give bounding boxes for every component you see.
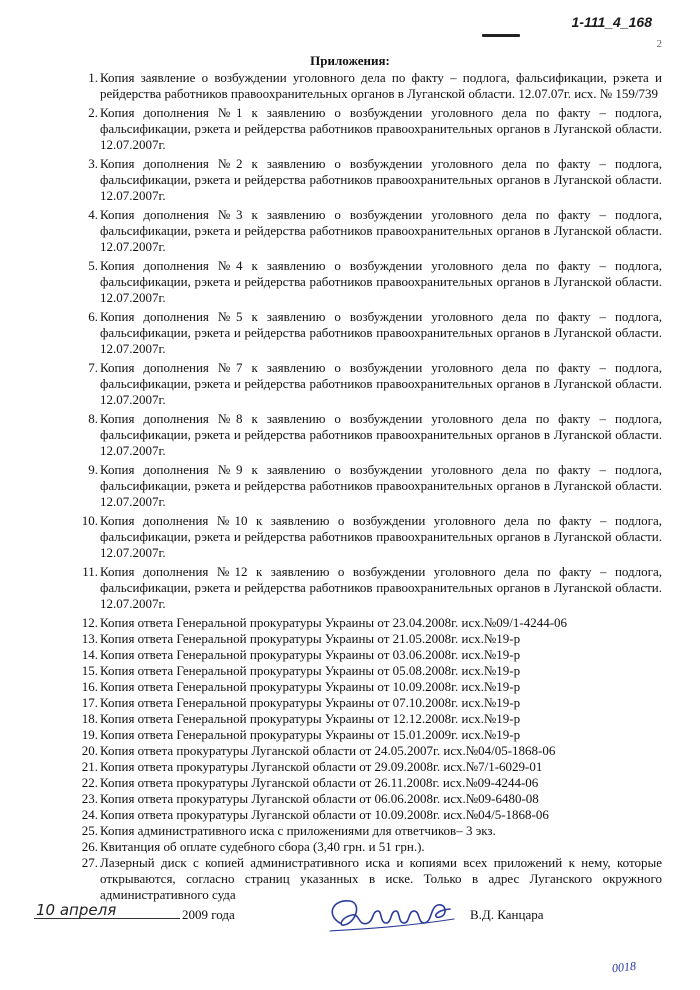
- list-item-text: Копия ответа Генеральной прокуратуры Украины от 21.05.2008г. исх.№19-р: [100, 631, 521, 646]
- list-item-number: 4.: [88, 207, 98, 222]
- signer-name: В.Д. Канцара: [470, 907, 544, 922]
- list-item-text: Копия ответа прокуратуры Луганской области от 06.06.2008г. исх.№09-6480-08: [100, 791, 539, 806]
- list-item-text: Копия дополнения №12 к заявлению о возбуждении уголовного дела по факту – подлога, фальсификации, рэкета и рейдерства работников правоохранительных органов в Луганской области. 12.07.2007г.: [100, 564, 662, 611]
- list-item-text: Копия дополнения №9 к заявлению о возбуждении уголовного дела по факту – подлога, фальсификации, рэкета и рейдерства работников правоохранительных органов в Луганской области. 12.07.2007г.: [100, 462, 662, 509]
- list-item: [76, 839, 662, 855]
- list-item-number: 16.: [81, 679, 98, 694]
- handwritten-page-number: 0018: [611, 958, 637, 976]
- date-year: 2009 года: [182, 907, 235, 922]
- list-item: [76, 631, 662, 647]
- signature-image: [322, 893, 462, 939]
- list-item-number: 2.: [88, 105, 98, 120]
- list-item-number: 27.: [81, 855, 98, 870]
- list-item-text: Копия ответа Генеральной прокуратуры Украины от 12.12.2008г. исх.№19-р: [100, 711, 521, 726]
- list-item-text: Копия дополнения №10 к заявлению о возбуждении уголовного дела по факту – подлога, фальсификации, рэкета и рейдерства работников правоохранительных органов в Луганской области. 12.07.2007г.: [100, 513, 662, 560]
- list-item: [76, 360, 662, 408]
- ink-dash-mark: [482, 34, 520, 37]
- list-item-text: Копия ответа прокуратуры Луганской области от 10.09.2008г. исх.№04/5-1868-06: [100, 807, 549, 822]
- page-title: Приложения:: [310, 53, 390, 68]
- list-item: [76, 791, 662, 807]
- list-item: [76, 743, 662, 759]
- list-item-number: 23.: [81, 791, 98, 806]
- list-item-number: 22.: [81, 775, 98, 790]
- appendix-list: [76, 70, 662, 906]
- list-item: [76, 695, 662, 711]
- list-item: [76, 105, 662, 153]
- list-item: [76, 564, 662, 612]
- list-item-text: Копия ответа Генеральной прокуратуры Украины от 10.09.2008г. исх.№19-р: [100, 679, 521, 694]
- list-item: [76, 309, 662, 357]
- list-item-number: 20.: [81, 743, 98, 758]
- list-item-number: 15.: [81, 663, 98, 678]
- list-item-number: 24.: [81, 807, 98, 822]
- list-item-text: Копия дополнения №7 к заявлению о возбуждении уголовного дела по факту – подлога, фальсификации, рэкета и рейдерства работников правоохранительных органов в Луганской области. 12.07.2007г.: [100, 360, 662, 407]
- signature-block: [0, 901, 700, 957]
- list-item-text: Копия ответа Генеральной прокуратуры Украины от 05.08.2008г. исх.№19-р: [100, 663, 521, 678]
- list-item-text: Копия ответа Генеральной прокуратуры Украины от 03.06.2008г. исх.№19-р: [100, 647, 521, 662]
- list-item-number: 26.: [81, 839, 98, 854]
- list-item-text: Копия ответа Генеральной прокуратуры Украины от 15.01.2009г. исх.№19-р: [100, 727, 521, 742]
- list-item-number: 9.: [88, 462, 98, 477]
- list-item-number: 11.: [82, 564, 98, 579]
- list-item: [76, 462, 662, 510]
- list-item-number: 3.: [88, 156, 98, 171]
- list-item-number: 1.: [88, 70, 98, 85]
- list-item-text: Копия заявление о возбуждении уголовного дела по факту – подлога, фальсификации, рэкета и рейдерства работников правоохранительных органов в Луганской области. 12.07.07г. исх. № 159/739: [100, 70, 662, 101]
- list-item-text: Копия дополнения №5 к заявлению о возбуждении уголовного дела по факту – подлога, фальсификации, рэкета и рейдерства работников правоохранительных органов в Луганской области. 12.07.2007г.: [100, 309, 662, 356]
- list-item: [76, 663, 662, 679]
- list-item: [76, 411, 662, 459]
- list-item: [76, 70, 662, 102]
- document-id: 1-111_4_168: [571, 14, 652, 30]
- list-item-text: Копия дополнения №8 к заявлению о возбуждении уголовного дела по факту – подлога, фальсификации, рэкета и рейдерства работников правоохранительных органов в Луганской области. 12.07.2007г.: [100, 411, 662, 458]
- list-item: [76, 711, 662, 727]
- list-item-number: 19.: [81, 727, 98, 742]
- list-item-text: Копия дополнения №1 к заявлению о возбуждении уголовного дела по факту – подлога, фальсификации, рэкета и рейдерства работников правоохранительных органов в Луганской области. 12.07.2007г.: [100, 105, 662, 152]
- list-item-text: Копия ответа Генеральной прокуратуры Украины от 23.04.2008г. исх.№09/1-4244-06: [100, 615, 568, 630]
- list-item: [76, 258, 662, 306]
- list-item-number: 13.: [81, 631, 98, 646]
- list-item: [76, 207, 662, 255]
- list-item-text: Копия ответа Генеральной прокуратуры Украины от 07.10.2008г. исх.№19-р: [100, 695, 521, 710]
- page-mark: 2: [656, 38, 662, 50]
- list-item: [76, 823, 662, 839]
- date-underline: [34, 918, 180, 919]
- list-item: [76, 807, 662, 823]
- list-item-text: Копия ответа прокуратуры Луганской области от 24.05.2007г. исх.№04/05-1868-06: [100, 743, 556, 758]
- list-item: [76, 615, 662, 631]
- list-item-number: 25.: [81, 823, 98, 838]
- list-item: [76, 727, 662, 743]
- list-item-number: 5.: [88, 258, 98, 273]
- list-item-text: Квитанция об оплате судебного сбора (3,40 грн. и 51 грн.).: [100, 839, 425, 854]
- list-item: [76, 513, 662, 561]
- list-item: [76, 156, 662, 204]
- list-item-text: Копия ответа прокуратуры Луганской области от 26.11.2008г. исх.№09-4244-06: [100, 775, 539, 790]
- list-item-text: Лазерный диск с копией административного иска и копиями всех приложений к нему, которые открываются, согласно страниц указанных в иске. Только в адрес Луганского окружного административного суда: [100, 855, 662, 902]
- list-item-number: 21.: [81, 759, 98, 774]
- list-item-number: 14.: [81, 647, 98, 662]
- list-item-number: 7.: [88, 360, 98, 375]
- list-item-text: Копия дополнения №3 к заявлению о возбуждении уголовного дела по факту – подлога, фальсификации, рэкета и рейдерства работников правоохранительных органов в Луганской области. 12.07.2007г.: [100, 207, 662, 254]
- list-item-number: 17.: [81, 695, 98, 710]
- list-item-text: Копия дополнения №4 к заявлению о возбуждении уголовного дела по факту – подлога, фальсификации, рэкета и рейдерства работников правоохранительных органов в Луганской области. 12.07.2007г.: [100, 258, 662, 305]
- handwritten-date: 10 апреля: [36, 901, 117, 919]
- list-item-text: Копия административного иска с приложениями для ответчиков– 3 экз.: [100, 823, 496, 838]
- list-item-text: Копия дополнения №2 к заявлению о возбуждении уголовного дела по факту – подлога, фальсификации, рэкета и рейдерства работников правоохранительных органов в Луганской области. 12.07.2007г.: [100, 156, 662, 203]
- list-item-number: 12.: [81, 615, 98, 630]
- list-item: [76, 775, 662, 791]
- list-item: [76, 647, 662, 663]
- list-item-number: 18.: [81, 711, 98, 726]
- list-item-text: Копия ответа прокуратуры Луганской области от 29.09.2008г. исх.№7/1-6029-01: [100, 759, 543, 774]
- list-item-number: 8.: [88, 411, 98, 426]
- list-item-number: 10.: [81, 513, 98, 528]
- list-item-number: 6.: [88, 309, 98, 324]
- list-item: [76, 679, 662, 695]
- list-item: [76, 759, 662, 775]
